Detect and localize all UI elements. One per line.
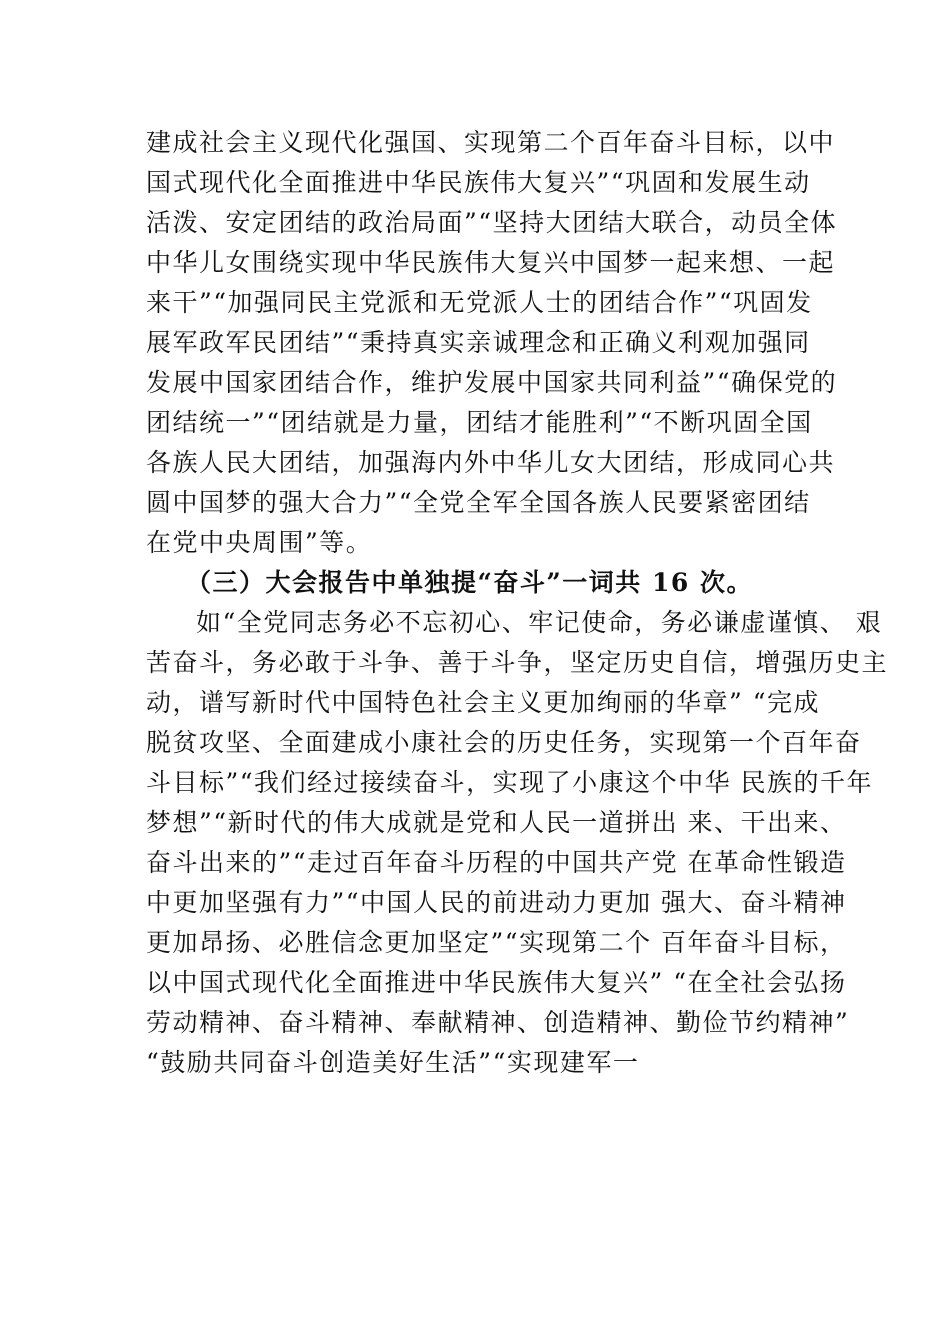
text-line: 来干”“加强同民主党派和无党派人士的团结合作”“巩固发: [146, 288, 813, 317]
text-line: 展军政军民团结”“秉持真实亲诚理念和正确义利观加强同: [146, 328, 811, 357]
text-line: 动，谱写新时代中国特色社会主义更加绚丽的华章” “完成: [146, 688, 821, 717]
text-line: 劳动精神、奋斗精神、奉献精神、创造精神、勤俭节约精神”: [146, 1008, 850, 1037]
text-line: 在党中央周围”等。: [146, 528, 373, 557]
text-line: 更加昂扬、必胜信念更加坚定”“实现第二个 百年奋斗目标，: [146, 928, 847, 957]
text-line: 国式现代化全面推进中华民族伟大复兴”“巩固和发展生动: [146, 168, 811, 197]
text-line: 圆中国梦的强大合力”“全党全军全国各族人民要紧密团结: [146, 488, 811, 517]
text-line: 奋斗出来的”“走过百年奋斗历程的中国共产党 在革命性锻造: [146, 848, 847, 877]
text-line: 发展中国家团结合作，维护发展中国家共同利益”“确保党的: [146, 368, 838, 397]
text-line: 如“全党同志务必不忘初心、牢记使命，务必谦虚谨慎、 艰: [196, 608, 883, 637]
text-line: “鼓励共同奋斗创造美好生活”“实现建军一: [146, 1048, 640, 1077]
section-heading: （三）大会报告中单独提“奋斗”一词共 16 次。: [186, 568, 753, 597]
text-line: 梦想”“新时代的伟大成就是党和人民一道拼出 来、干出来、: [146, 808, 847, 837]
text-line: 各族人民大团结，加强海内外中华儿女大团结，形成同心共: [146, 448, 836, 477]
text-line: 以中国式现代化全面推进中华民族伟大复兴” “在全社会弘扬: [146, 968, 847, 997]
text-line: 斗目标”“我们经过接续奋斗，实现了小康这个中华 民族的千年: [146, 768, 874, 797]
text-line: 建成社会主义现代化强国、实现第二个百年奋斗目标，以中: [146, 128, 836, 157]
text-line: 中华儿女围绕实现中华民族伟大复兴中国梦一起来想、一起: [146, 248, 836, 277]
text-line: 苦奋斗，务必敢于斗争、善于斗争，坚定历史自信，增强历史主: [146, 648, 889, 677]
text-line: 脱贫攻坚、全面建成小康社会的历史任务，实现第一个百年奋: [146, 728, 862, 757]
text-line: 团结统一”“团结就是力量，团结才能胜利”“不断巩固全国: [146, 408, 813, 437]
text-line: 活泼、安定团结的政治局面”“坚持大团结大联合，动员全体: [146, 208, 838, 237]
text-line: 中更加坚强有力”“中国人民的前进动力更加 强大、奋斗精神: [146, 888, 847, 917]
